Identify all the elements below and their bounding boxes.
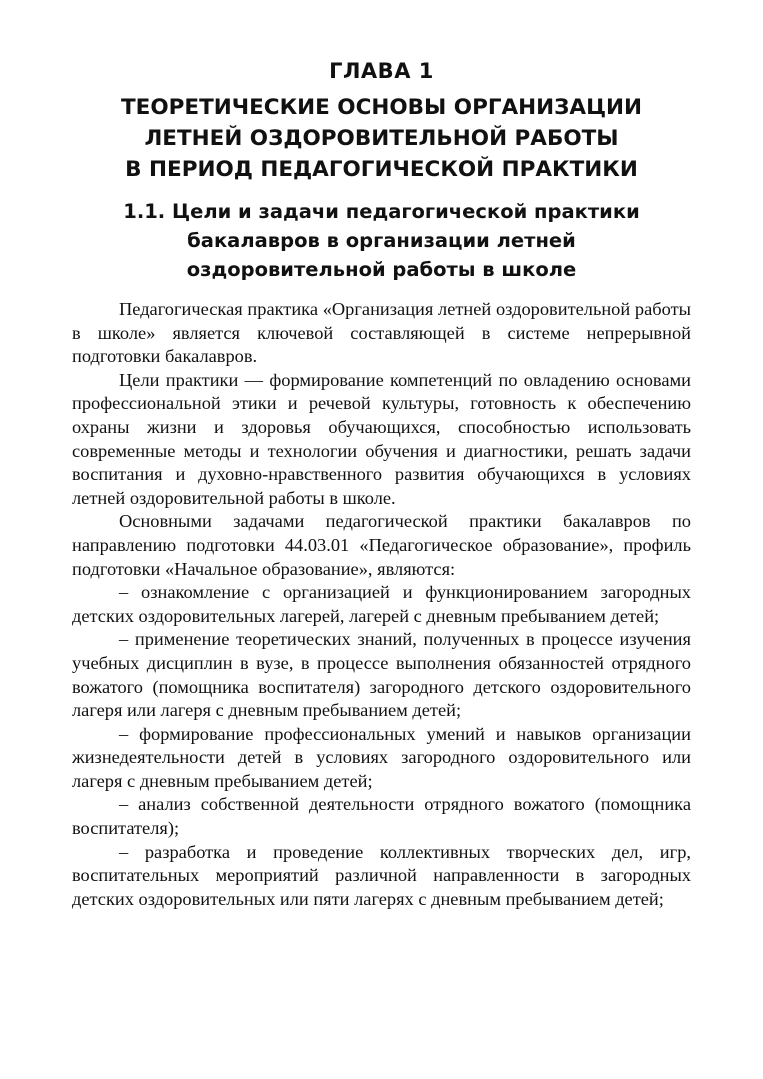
paragraph-intro: Педагогическая практика «Организация летней оздоровительной работы в школе» является ключевой составляющей в системе непрерывной подготовки бакалавров. [72, 299, 691, 367]
body-text [72, 298, 691, 911]
section-title-line: оздоровительной работы в школе [186, 258, 577, 281]
section-title-line: бакалавров в организации летней [187, 229, 576, 252]
section-title-line: 1.1. Цели и задачи педагогической практики [123, 200, 640, 223]
list-item: – разработка и проведение коллективных творческих дел, игр, воспитательных мероприятий различной направленности в загородных детских оздоровительных или пяти лагерях с дневным пребыванием детей; [72, 841, 691, 909]
chapter-title-line: ТЕОРЕТИЧЕСКИЕ ОСНОВЫ ОРГАНИЗАЦИИ [121, 95, 642, 120]
chapter-label: ГЛАВА 1 [329, 59, 434, 83]
list-item: – анализ собственной деятельности отрядного вожатого (помощника воспитателя); [72, 794, 691, 839]
chapter-title-line: В ПЕРИОД ПЕДАГОГИЧЕСКОЙ ПРАКТИКИ [125, 157, 638, 182]
list-item: – применение теоретических знаний, полученных в процессе изучения учебных дисциплин в вузе, в процессе выполнения обязанностей отрядного вожатого (помощника воспитателя) загородного детского оздоровительного лагеря или лагеря с дневным пребыванием детей; [72, 629, 691, 721]
section-title [72, 197, 691, 284]
chapter-title-line: ЛЕТНЕЙ ОЗДОРОВИТЕЛЬНОЙ РАБОТЫ [144, 126, 619, 151]
chapter-title [72, 92, 691, 185]
list-item: – формирование профессиональных умений и навыков организации жизнедеятельности детей в условиях загородного оздоровительного или лагеря с дневным пребыванием детей; [72, 723, 691, 791]
list-item: – ознакомление с организацией и функционированием загородных детских оздоровительных лагерей, лагерей с дневным пребыванием детей; [72, 582, 691, 626]
paragraph-tasks-intro: Основными задачами педагогической практики бакалавров по направлению подготовки 44.03.01 «Педагогическое образование», профиль подготовки «Начальное образование», являются: [72, 511, 691, 579]
book-page [72, 56, 691, 911]
paragraph-goals: Цели практики — формирование компетенций по овладению основами профессиональной этики и речевой культуры, готовность к обеспечению охраны жизни и здоровья обучающихся, способностью использовать современные методы и технологии обучения и диагностики, решать задачи воспитания и духовно-нравственного развития обучающихся в условиях летней оздоровительной работы в школе. [72, 369, 691, 508]
